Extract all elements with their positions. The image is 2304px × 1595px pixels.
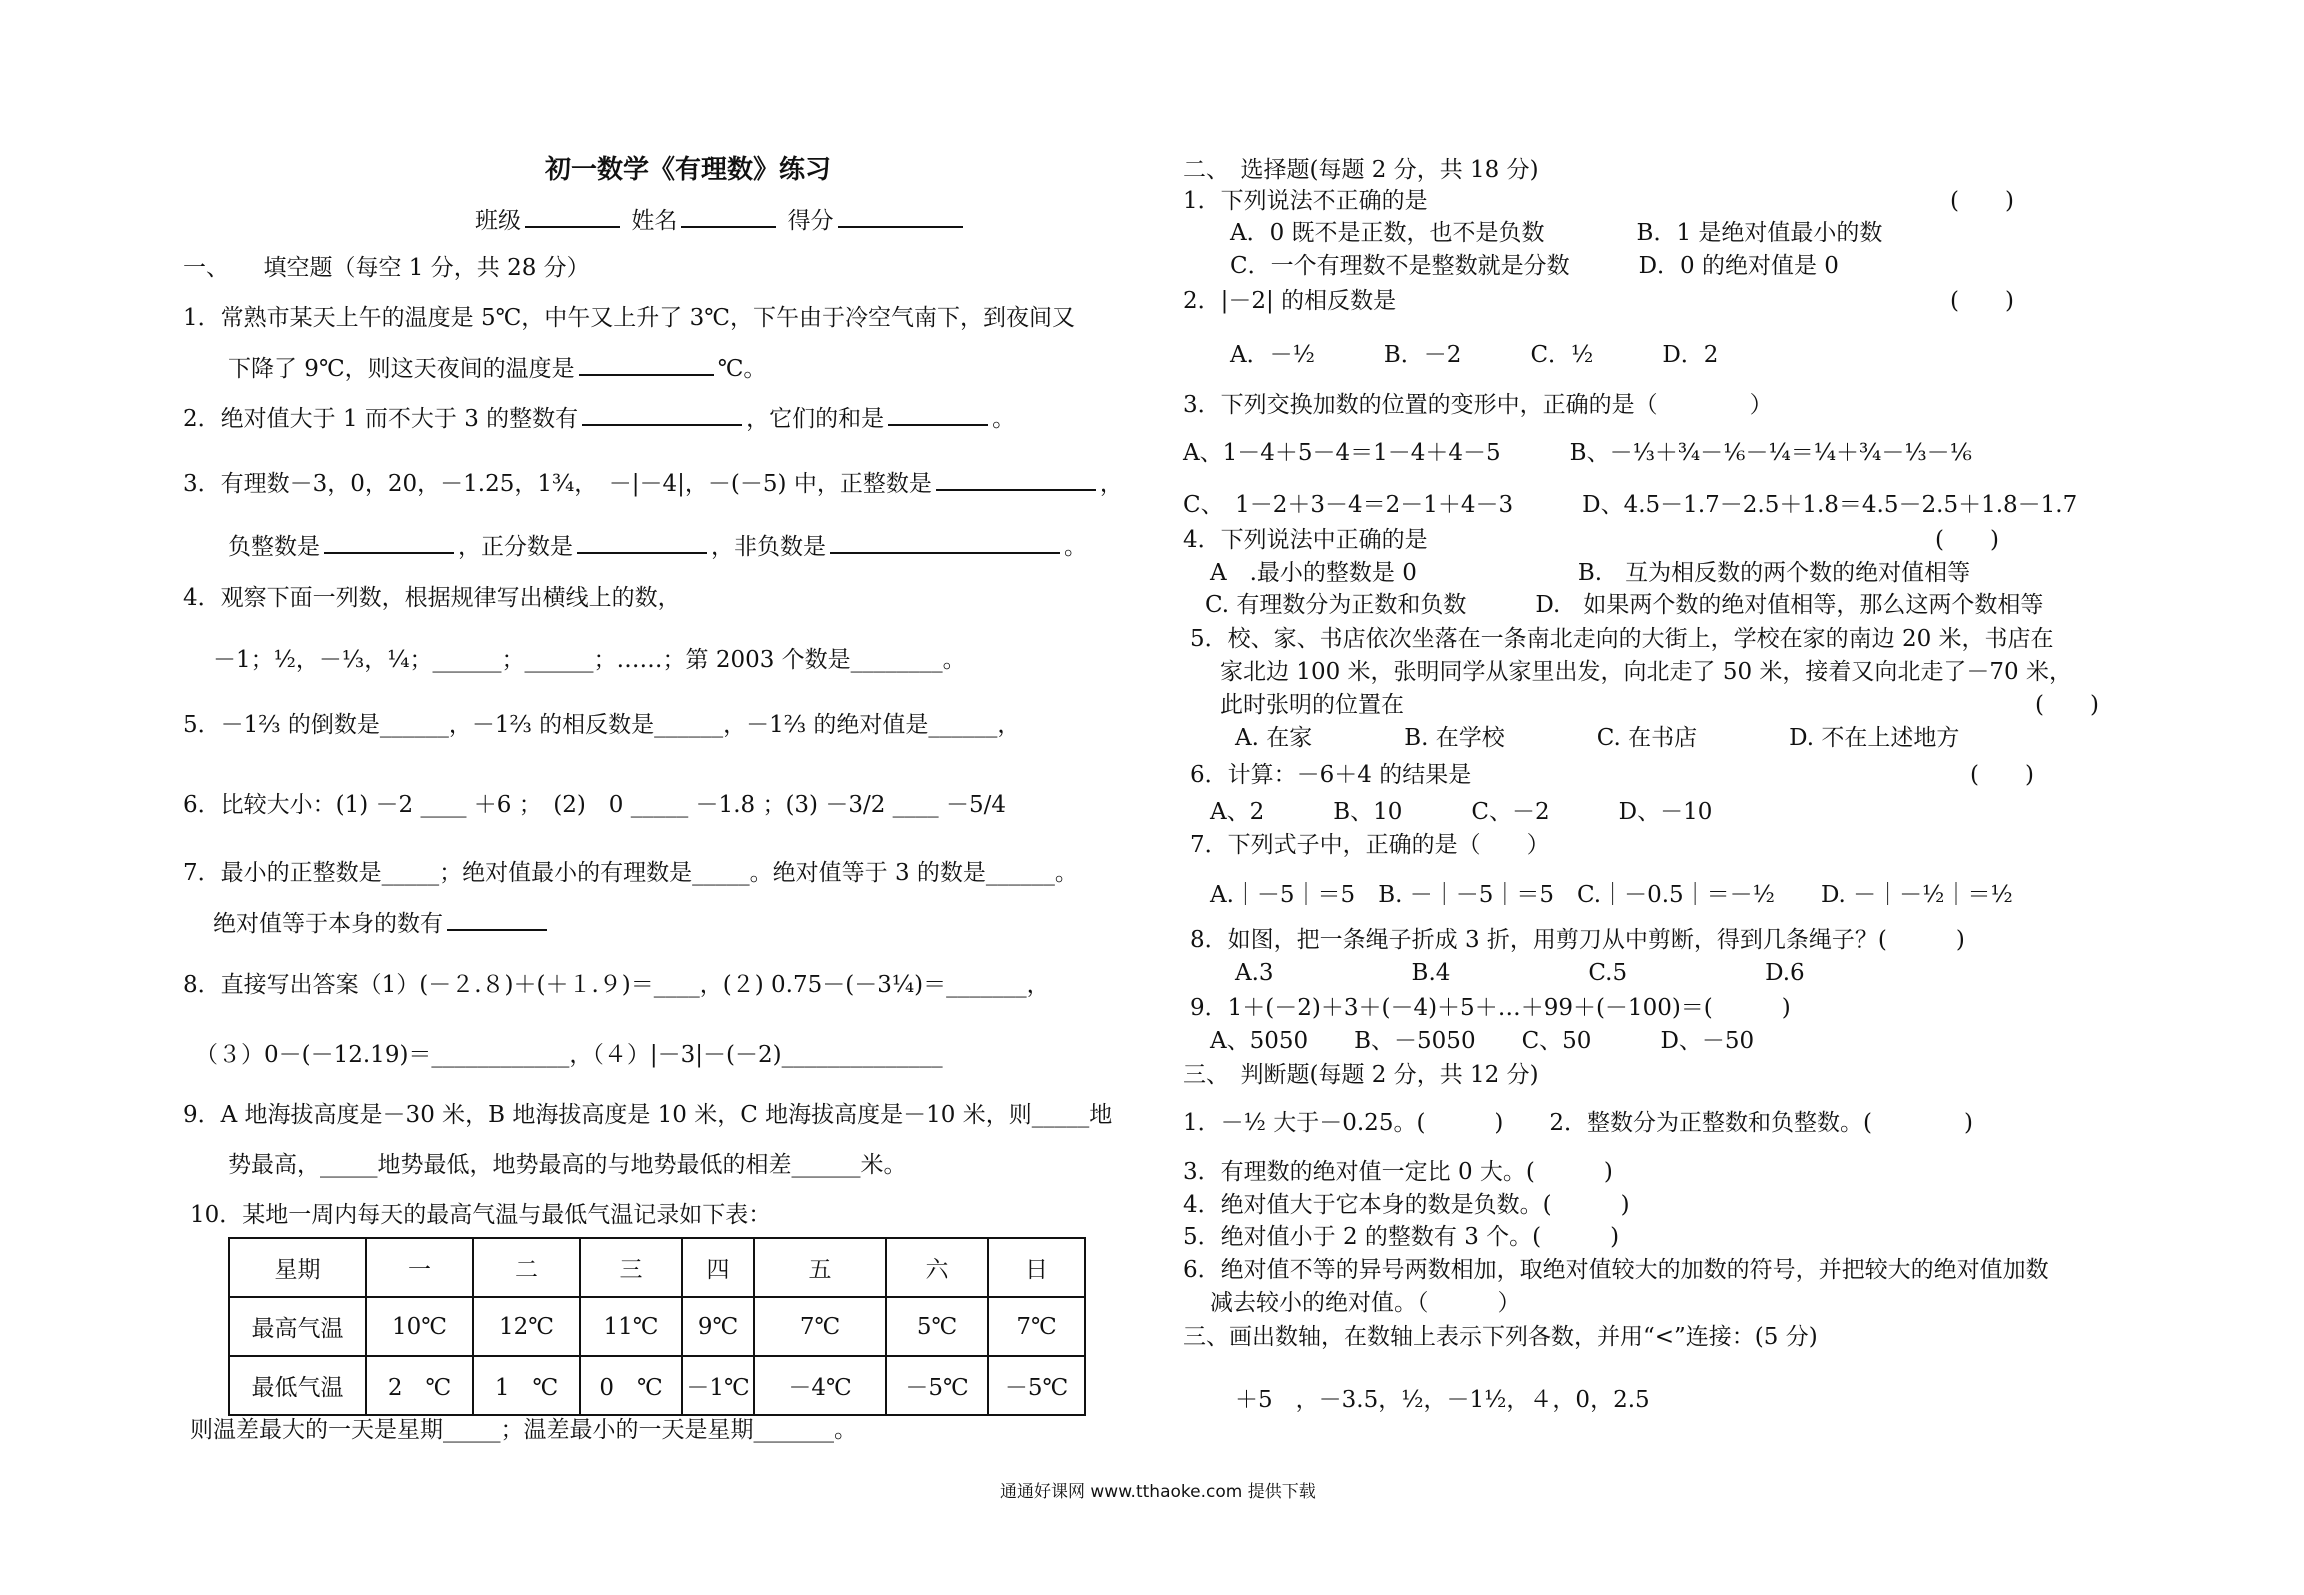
footer-source-link[interactable]: 通通好课网 www.tthaoke.com 提供下载: [1000, 1482, 1316, 1502]
table-row: 最低气温 2 ℃ 1 ℃ 0 ℃ －1℃ －4℃ －5℃ －5℃: [229, 1356, 1085, 1415]
question-10-follow-up: 则温差最大的一天是星期_____；温差最小的一天是星期_______。: [190, 1417, 857, 1443]
question-2: 2．绝对值大于 1 而不大于 3 的整数有 ，它们的和是 。: [183, 400, 1015, 434]
choice-6-options: A、2 B、10 C、－2 D、－10: [1210, 799, 1713, 825]
section-fill-blank-heading: 一、 填空题（每空 1 分，共 28 分）: [183, 255, 590, 281]
choice-7-options: A.｜－5｜＝5 B. －｜－5｜＝5 C.｜－0.5｜＝－½ D. －｜－½｜＝½: [1210, 882, 2013, 908]
question-9-line-2: 势最高，_____地势最低，地势最高的与地势最低的相差______米。: [228, 1152, 907, 1178]
choice-6-answer-paren[interactable]: ( ): [1970, 762, 2034, 788]
class-label: 班级: [475, 208, 521, 234]
name-blank[interactable]: [681, 202, 776, 228]
choice-4-options-cd: C. 有理数分为正数和负数 D. 如果两个数的绝对值相等，那么这两个数相等: [1205, 592, 2044, 618]
section-judgement-heading: 三、 判断题(每题 2 分，共 12 分): [1183, 1062, 1539, 1088]
choice-4-options-ab: A .最小的整数是 0 B. 互为相反数的两个数的绝对值相等: [1210, 560, 1971, 586]
question-8-line-2: （３）0－(－12.19)＝____________，（４）|－3|－(－2)______________: [195, 1042, 943, 1068]
score-blank[interactable]: [838, 202, 963, 228]
choice-2-answer-paren[interactable]: ( ): [1950, 288, 2014, 314]
choice-1: 1．下列说法不正确的是: [1183, 188, 1428, 214]
choice-2: 2．|－2| 的相反数是: [1183, 288, 1397, 314]
table-row: 最高气温 10℃ 12℃ 11℃ 9℃ 7℃ 5℃ 7℃: [229, 1297, 1085, 1356]
question-1-line-1: 1．常熟市某天上午的温度是 5℃，中午又上升了 3℃，下午由于冷空气南下，到夜间又: [183, 305, 1075, 331]
answer-blank[interactable]: [577, 528, 707, 554]
choice-1-options-cd: C．一个有理数不是整数就是分数 D．0 的绝对值是 0: [1230, 253, 1839, 279]
choice-9: 9．1＋(－2)＋3＋(－4)＋5＋…＋99＋(－100)＝( ): [1190, 995, 1791, 1021]
answer-blank[interactable]: [888, 400, 988, 426]
question-6: 6．比较大小：(1) －2 ____ ＋6 ； (2) 0 _____ －1.8 ；(3) －3/2 ____ －5/4: [183, 792, 1006, 818]
question-3-line-1: 3．有理数－3，0，20，－1.25，1¾， －|－4|，－(－5) 中，正整数是 ，: [183, 465, 1123, 499]
answer-blank[interactable]: [830, 528, 1060, 554]
choice-2-options: A．－½ B．－2 C．½ D．2: [1230, 342, 1719, 368]
table-header-row: 星期 一 二 三 四 五 六 日: [229, 1238, 1085, 1297]
choice-8-options: A.3 B.4 C.5 D.6: [1235, 960, 1805, 986]
choice-1-options-ab: A．0 既不是正数，也不是负数 B．1 是绝对值最小的数: [1230, 220, 1883, 246]
answer-blank[interactable]: [582, 400, 742, 426]
judgement-6-line-2: 减去较小的绝对值。（ ）: [1210, 1290, 1521, 1316]
choice-1-answer-paren[interactable]: ( ): [1950, 188, 2014, 214]
choice-9-options: A、5050 B、－5050 C、50 D、－50: [1210, 1028, 1755, 1054]
question-8-line-1: 8．直接写出答案（1）(－２.８)＋(＋１.９)＝____，(２) 0.75－(－3¼)＝_______，: [183, 972, 1050, 998]
answer-blank[interactable]: [579, 350, 714, 376]
choice-3-options-cd: C、 1－2＋3－4＝2－1＋4－3 D、4.5－1.7－2.5＋1.8＝4.5－2.5＋1.8－1.7: [1183, 492, 2078, 518]
answer-blank[interactable]: [936, 465, 1096, 491]
class-blank[interactable]: [525, 202, 620, 228]
answer-blank[interactable]: [447, 905, 547, 931]
choice-5-answer-paren[interactable]: ( ): [2035, 692, 2099, 718]
judgement-1-2: 1．－½ 大于－0.25。( ) 2．整数分为正整数和负整数。( ): [1183, 1110, 1973, 1136]
name-label: 姓名: [631, 208, 678, 234]
choice-3-options-ab: A、1－4＋5－4＝1－4＋4－5 B、－⅓＋¾－⅙－¼＝¼＋¾－⅓－⅙: [1183, 440, 1972, 466]
student-info-fields: [475, 202, 967, 236]
judgement-5: 5．绝对值小于 2 的整数有 3 个。( ): [1183, 1224, 1620, 1250]
judgement-3: 3．有理数的绝对值一定比 0 大。( ): [1183, 1159, 1613, 1185]
answer-blank[interactable]: [324, 528, 454, 554]
choice-8: 8．如图，把一条绳子折成 3 折，用剪刀从中剪断，得到几条绳子？( ): [1190, 927, 1965, 953]
question-7-line-2: 绝对值等于本身的数有: [213, 905, 551, 939]
question-10: 10．某地一周内每天的最高气温与最低气温记录如下表：: [190, 1202, 772, 1228]
question-4-line-2: －1；½，－⅓，¼；______；______；……；第 2003 个数是________。: [213, 647, 966, 673]
number-line-values: ＋5 ，－3.5，½，－1½，４，0，2.5: [1235, 1387, 1650, 1413]
question-5: 5．－1⅔ 的倒数是______，－1⅔ 的相反数是______，－1⅔ 的绝对值是______，: [183, 712, 1021, 738]
question-7-line-1: 7．最小的正整数是_____；绝对值最小的有理数是_____。绝对值等于 3 的数是______。: [183, 860, 1078, 886]
choice-5-options: A. 在家 B. 在学校 C. 在书店 D. 不在上述地方: [1235, 725, 1960, 751]
question-1-line-2: 下降了 9℃，则这天夜间的温度是 ℃。: [228, 350, 766, 384]
choice-3: 3．下列交换加数的位置的变形中，正确的是（ ）: [1183, 392, 1773, 418]
temperature-table: [228, 1237, 1086, 1416]
choice-7: 7．下列式子中，正确的是（ ）: [1190, 832, 1550, 858]
score-label: 得分: [787, 208, 834, 234]
choice-5-line-2: 家北边 100 米，张明同学从家里出发，向北走了 50 米，接着又向北走了－70 米，: [1220, 659, 2072, 685]
page-title: 初一数学《有理数》练习: [545, 155, 832, 185]
choice-5-line-3: 此时张明的位置在: [1220, 692, 1404, 718]
question-9-line-1: 9．A 地海拔高度是－30 米，B 地海拔高度是 10 米，C 地海拔高度是－10 米，则_____地: [183, 1102, 1113, 1128]
choice-4-answer-paren[interactable]: ( ): [1935, 527, 1999, 553]
question-4-line-1: 4．观察下面一列数，根据规律写出横线上的数，: [183, 585, 681, 611]
judgement-4: 4．绝对值大于它本身的数是负数。( ): [1183, 1192, 1630, 1218]
section-choice-heading: 二、 选择题(每题 2 分，共 18 分): [1183, 157, 1539, 183]
question-3-line-2: 负整数是 ，正分数是 ，非负数是 。: [228, 528, 1087, 562]
judgement-6-line-1: 6．绝对值不等的异号两数相加，取绝对值较大的加数的符号，并把较大的绝对值加数: [1183, 1257, 2049, 1283]
section-number-line-heading: 三、画出数轴，在数轴上表示下列各数，并用“<”连接：(5 分): [1183, 1324, 1818, 1350]
choice-4: 4．下列说法中正确的是: [1183, 527, 1428, 553]
choice-6: 6．计算：－6＋4 的结果是: [1190, 762, 1472, 788]
choice-5-line-1: 5．校、家、书店依次坐落在一条南北走向的大街上，学校在家的南边 20 米，书店在: [1190, 626, 2054, 652]
